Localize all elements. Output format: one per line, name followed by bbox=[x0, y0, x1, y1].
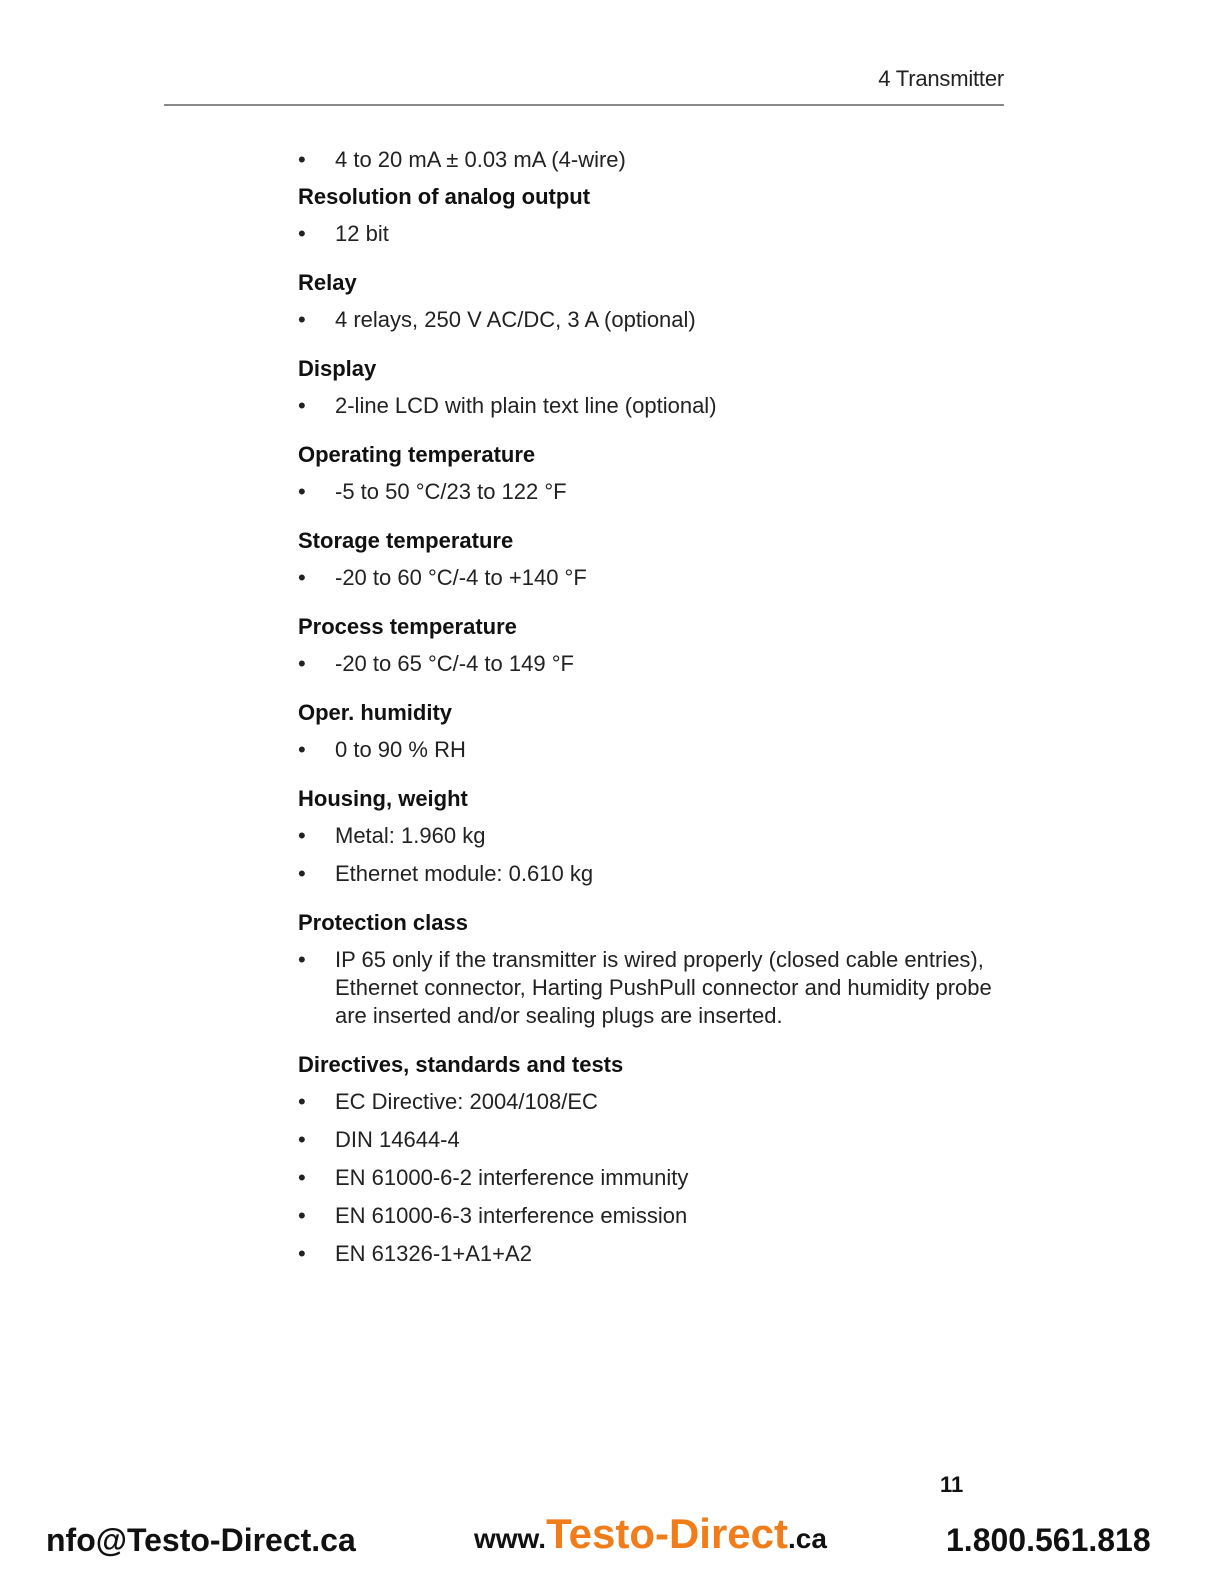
spec-content bbox=[298, 146, 998, 1290]
section-heading: Resolution of analog output bbox=[298, 184, 591, 209]
list-item: • EN 61000-6-2 interference immunity bbox=[298, 1164, 998, 1192]
continued-list bbox=[298, 146, 998, 174]
list-item: • -20 to 65 °C/-4 to 149 °F bbox=[298, 650, 998, 678]
header-rule bbox=[164, 104, 1004, 106]
page-number: 11 bbox=[940, 1472, 964, 1497]
list-item: • EN 61000-6-3 interference emission bbox=[298, 1202, 998, 1230]
spec-section bbox=[298, 700, 998, 764]
bullet-list bbox=[298, 306, 998, 334]
bullet-list bbox=[298, 220, 998, 248]
bullet-list bbox=[298, 650, 998, 678]
bullet-list bbox=[298, 392, 998, 420]
list-item: • 0 to 90 % RH bbox=[298, 736, 998, 764]
footer-tld: .ca bbox=[788, 1523, 827, 1554]
spec-section bbox=[298, 614, 998, 678]
list-item: • EN 61326-1+A1+A2 bbox=[298, 1240, 998, 1268]
list-item: • 4 relays, 250 V AC/DC, 3 A (optional) bbox=[298, 306, 998, 334]
list-item: • 12 bit bbox=[298, 220, 998, 248]
section-heading: Oper. humidity bbox=[298, 700, 453, 725]
bullet-list bbox=[298, 564, 998, 592]
footer-email: nfo@Testo-Direct.ca bbox=[46, 1522, 356, 1558]
spec-section bbox=[298, 786, 998, 888]
section-heading: Operating temperature bbox=[298, 442, 536, 467]
footer-website bbox=[474, 1510, 827, 1558]
bullet-list bbox=[298, 822, 998, 888]
section-heading: Display bbox=[298, 356, 377, 381]
bullet-list bbox=[298, 946, 998, 1030]
footer-www: www. bbox=[474, 1523, 547, 1554]
list-item: • Metal: 1.960 kg bbox=[298, 822, 998, 850]
section-heading: Protection class bbox=[298, 910, 468, 935]
list-item: • DIN 14644-4 bbox=[298, 1126, 998, 1154]
spec-section bbox=[298, 184, 998, 248]
section-heading: Housing, weight bbox=[298, 786, 468, 811]
list-item: • Ethernet module: 0.610 kg bbox=[298, 860, 998, 888]
list-item: • 4 to 20 mA ± 0.03 mA (4-wire) bbox=[298, 146, 998, 174]
bullet-list bbox=[298, 736, 998, 764]
section-heading: Process temperature bbox=[298, 614, 517, 639]
list-item: • IP 65 only if the transmitter is wired properly (closed cable entries), Ethernet connector, Harting PushPull connector and humidity probe are inserted and/or sealing plugs are inserted. bbox=[298, 946, 998, 1030]
spec-section bbox=[298, 356, 998, 420]
section-heading: Storage temperature bbox=[298, 528, 514, 553]
bullet-list bbox=[298, 1088, 998, 1268]
footer-phone: 1.800.561.818 bbox=[946, 1522, 1151, 1558]
spec-section bbox=[298, 442, 998, 506]
section-heading: Directives, standards and tests bbox=[298, 1052, 624, 1077]
list-item: • -20 to 60 °C/-4 to +140 °F bbox=[298, 564, 998, 592]
spec-section bbox=[298, 910, 998, 1030]
bullet-list bbox=[298, 478, 998, 506]
running-header: 4 Transmitter bbox=[878, 66, 1004, 91]
spec-sections bbox=[298, 184, 998, 1268]
list-item: • 2-line LCD with plain text line (optional) bbox=[298, 392, 998, 420]
list-item: • -5 to 50 °C/23 to 122 °F bbox=[298, 478, 998, 506]
footer-banner bbox=[0, 1510, 1220, 1570]
list-item: • EC Directive: 2004/108/EC bbox=[298, 1088, 998, 1116]
spec-section bbox=[298, 1052, 998, 1268]
section-heading: Relay bbox=[298, 270, 357, 295]
spec-section bbox=[298, 528, 998, 592]
footer-brand: Testo-Direct bbox=[546, 1510, 789, 1557]
spec-section bbox=[298, 270, 998, 334]
